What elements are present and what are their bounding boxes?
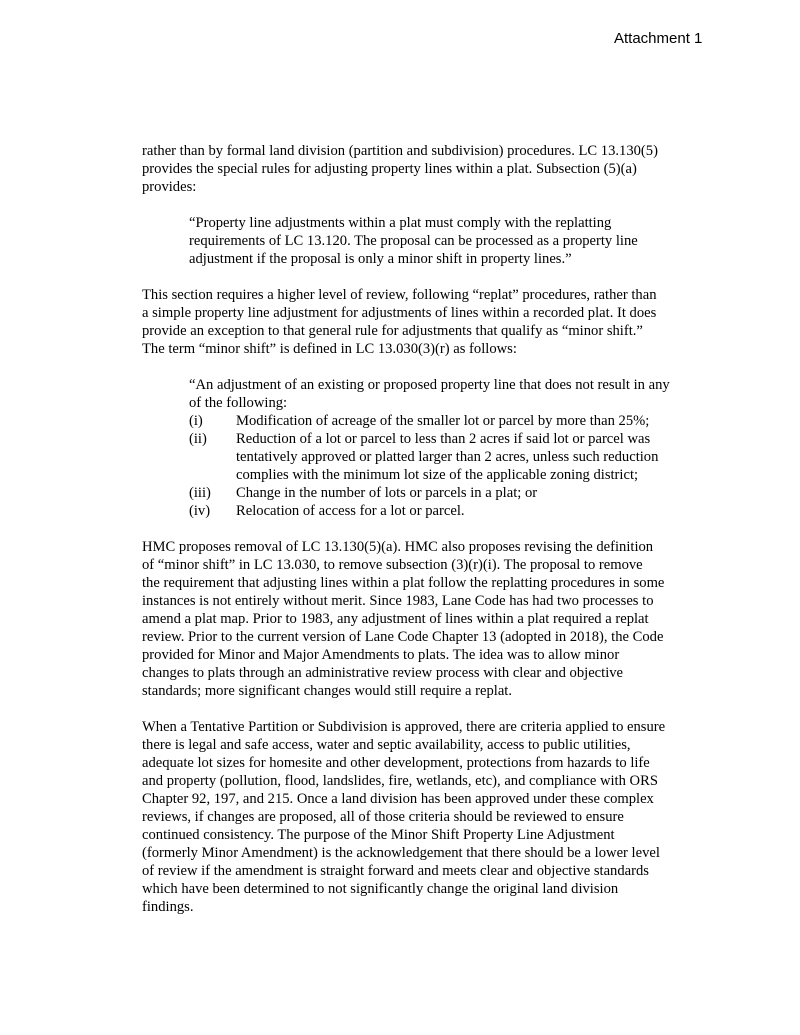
paragraph-line: changes to plats through an administrative review process with clear and objective [142, 665, 624, 681]
paragraph-2 [142, 286, 722, 358]
list-item-line: Change in the number of lots or parcels in a plat; or [236, 485, 538, 501]
paragraph-line: The term “minor shift” is defined in LC 13.030(3)(r) as follows: [142, 341, 517, 357]
paragraph-line: continued consistency. The purpose of the Minor Shift Property Line Adjustment [142, 827, 615, 843]
quote-line: “Property line adjustments within a plat must comply with the replatting [189, 215, 612, 231]
list-item-line: Modification of acreage of the smaller lot or parcel by more than 25%; [236, 413, 650, 429]
paragraph-line: review. Prior to the current version of Lane Code Chapter 13 (adopted in 2018), the Code [142, 629, 664, 645]
list-item-number: (ii) [189, 431, 207, 447]
quote-line: of the following: [189, 395, 288, 411]
list-item-line: tentatively approved or platted larger than 2 acres, unless such reduction [236, 449, 659, 465]
paragraph-1 [142, 142, 722, 196]
block-quote-1 [142, 214, 722, 268]
paragraph-line: of review if the amendment is straight forward and meets clear and objective standards [142, 863, 649, 879]
paragraph-line: Chapter 92, 197, and 215. Once a land division has been approved under these complex [142, 791, 654, 807]
block-quote-2 [142, 376, 722, 520]
paragraph-line: provided for Minor and Major Amendments to plats. The idea was to allow minor [142, 647, 620, 663]
paragraph-line: (formerly Minor Amendment) is the acknowledgement that there should be a lower level [142, 845, 660, 861]
list-item-line: Relocation of access for a lot or parcel. [236, 503, 465, 519]
list-item [189, 502, 722, 520]
list-item-number: (iv) [189, 503, 211, 519]
list-item-line: Reduction of a lot or parcel to less than 2 acres if said lot or parcel was [236, 431, 651, 447]
paragraph-line: When a Tentative Partition or Subdivision is approved, there are criteria applied to ensure [142, 719, 666, 735]
page-header-attachment: Attachment 1 [614, 30, 703, 47]
paragraph-line: standards; more significant changes would still require a replat. [142, 683, 513, 699]
list-item-line: complies with the minimum lot size of the applicable zoning district; [236, 467, 639, 483]
paragraph-line: provides the special rules for adjusting property lines within a plat. Subsection (5)(a) [142, 161, 637, 177]
paragraph-line: instances is not entirely without merit. Since 1983, Lane Code has had two processes to [142, 593, 654, 609]
paragraph-line: rather than by formal land division (partition and subdivision) procedures. LC 13.130(5) [142, 143, 658, 159]
quote-line: “An adjustment of an existing or proposed property line that does not result in any [189, 377, 670, 393]
quote-line: requirements of LC 13.120. The proposal can be processed as a property line [189, 233, 638, 249]
paragraph-line: and property (pollution, flood, landslides, fire, wetlands, etc), and compliance with ORS [142, 773, 658, 789]
list-item [189, 430, 722, 484]
paragraph-4 [142, 718, 722, 916]
paragraph-line: adequate lot sizes for homesite and other development, protections from hazards to life [142, 755, 650, 771]
list-item-number: (iii) [189, 485, 211, 501]
paragraph-line: provides: [142, 179, 197, 195]
paragraph-line: which have been determined to not significantly change the original land division [142, 881, 619, 897]
paragraph-line: findings. [142, 899, 194, 915]
definition-list [189, 412, 722, 520]
quote-line: adjustment if the proposal is only a minor shift in property lines.” [189, 251, 572, 267]
list-item [189, 412, 722, 430]
paragraph-line: HMC proposes removal of LC 13.130(5)(a). HMC also proposes revising the definition [142, 539, 654, 555]
paragraph-line: of “minor shift” in LC 13.030, to remove subsection (3)(r)(i). The proposal to remove [142, 557, 643, 573]
paragraph-line: amend a plat map. Prior to 1983, any adjustment of lines within a plat required a replat [142, 611, 649, 627]
paragraph-line: reviews, if changes are proposed, all of those criteria should be reviewed to ensure [142, 809, 624, 825]
list-item [189, 484, 722, 502]
paragraph-line: the requirement that adjusting lines within a plat follow the replatting procedures in some [142, 575, 665, 591]
paragraph-line: a simple property line adjustment for adjustments of lines within a recorded plat. It does [142, 305, 657, 321]
list-item-number: (i) [189, 413, 203, 429]
paragraph-line: This section requires a higher level of review, following “replat” procedures, rather than [142, 287, 657, 303]
paragraph-3 [142, 538, 722, 700]
paragraph-line: provide an exception to that general rule for adjustments that qualify as “minor shift.” [142, 323, 643, 339]
paragraph-line: there is legal and safe access, water and septic availability, access to public utilities, [142, 737, 631, 753]
